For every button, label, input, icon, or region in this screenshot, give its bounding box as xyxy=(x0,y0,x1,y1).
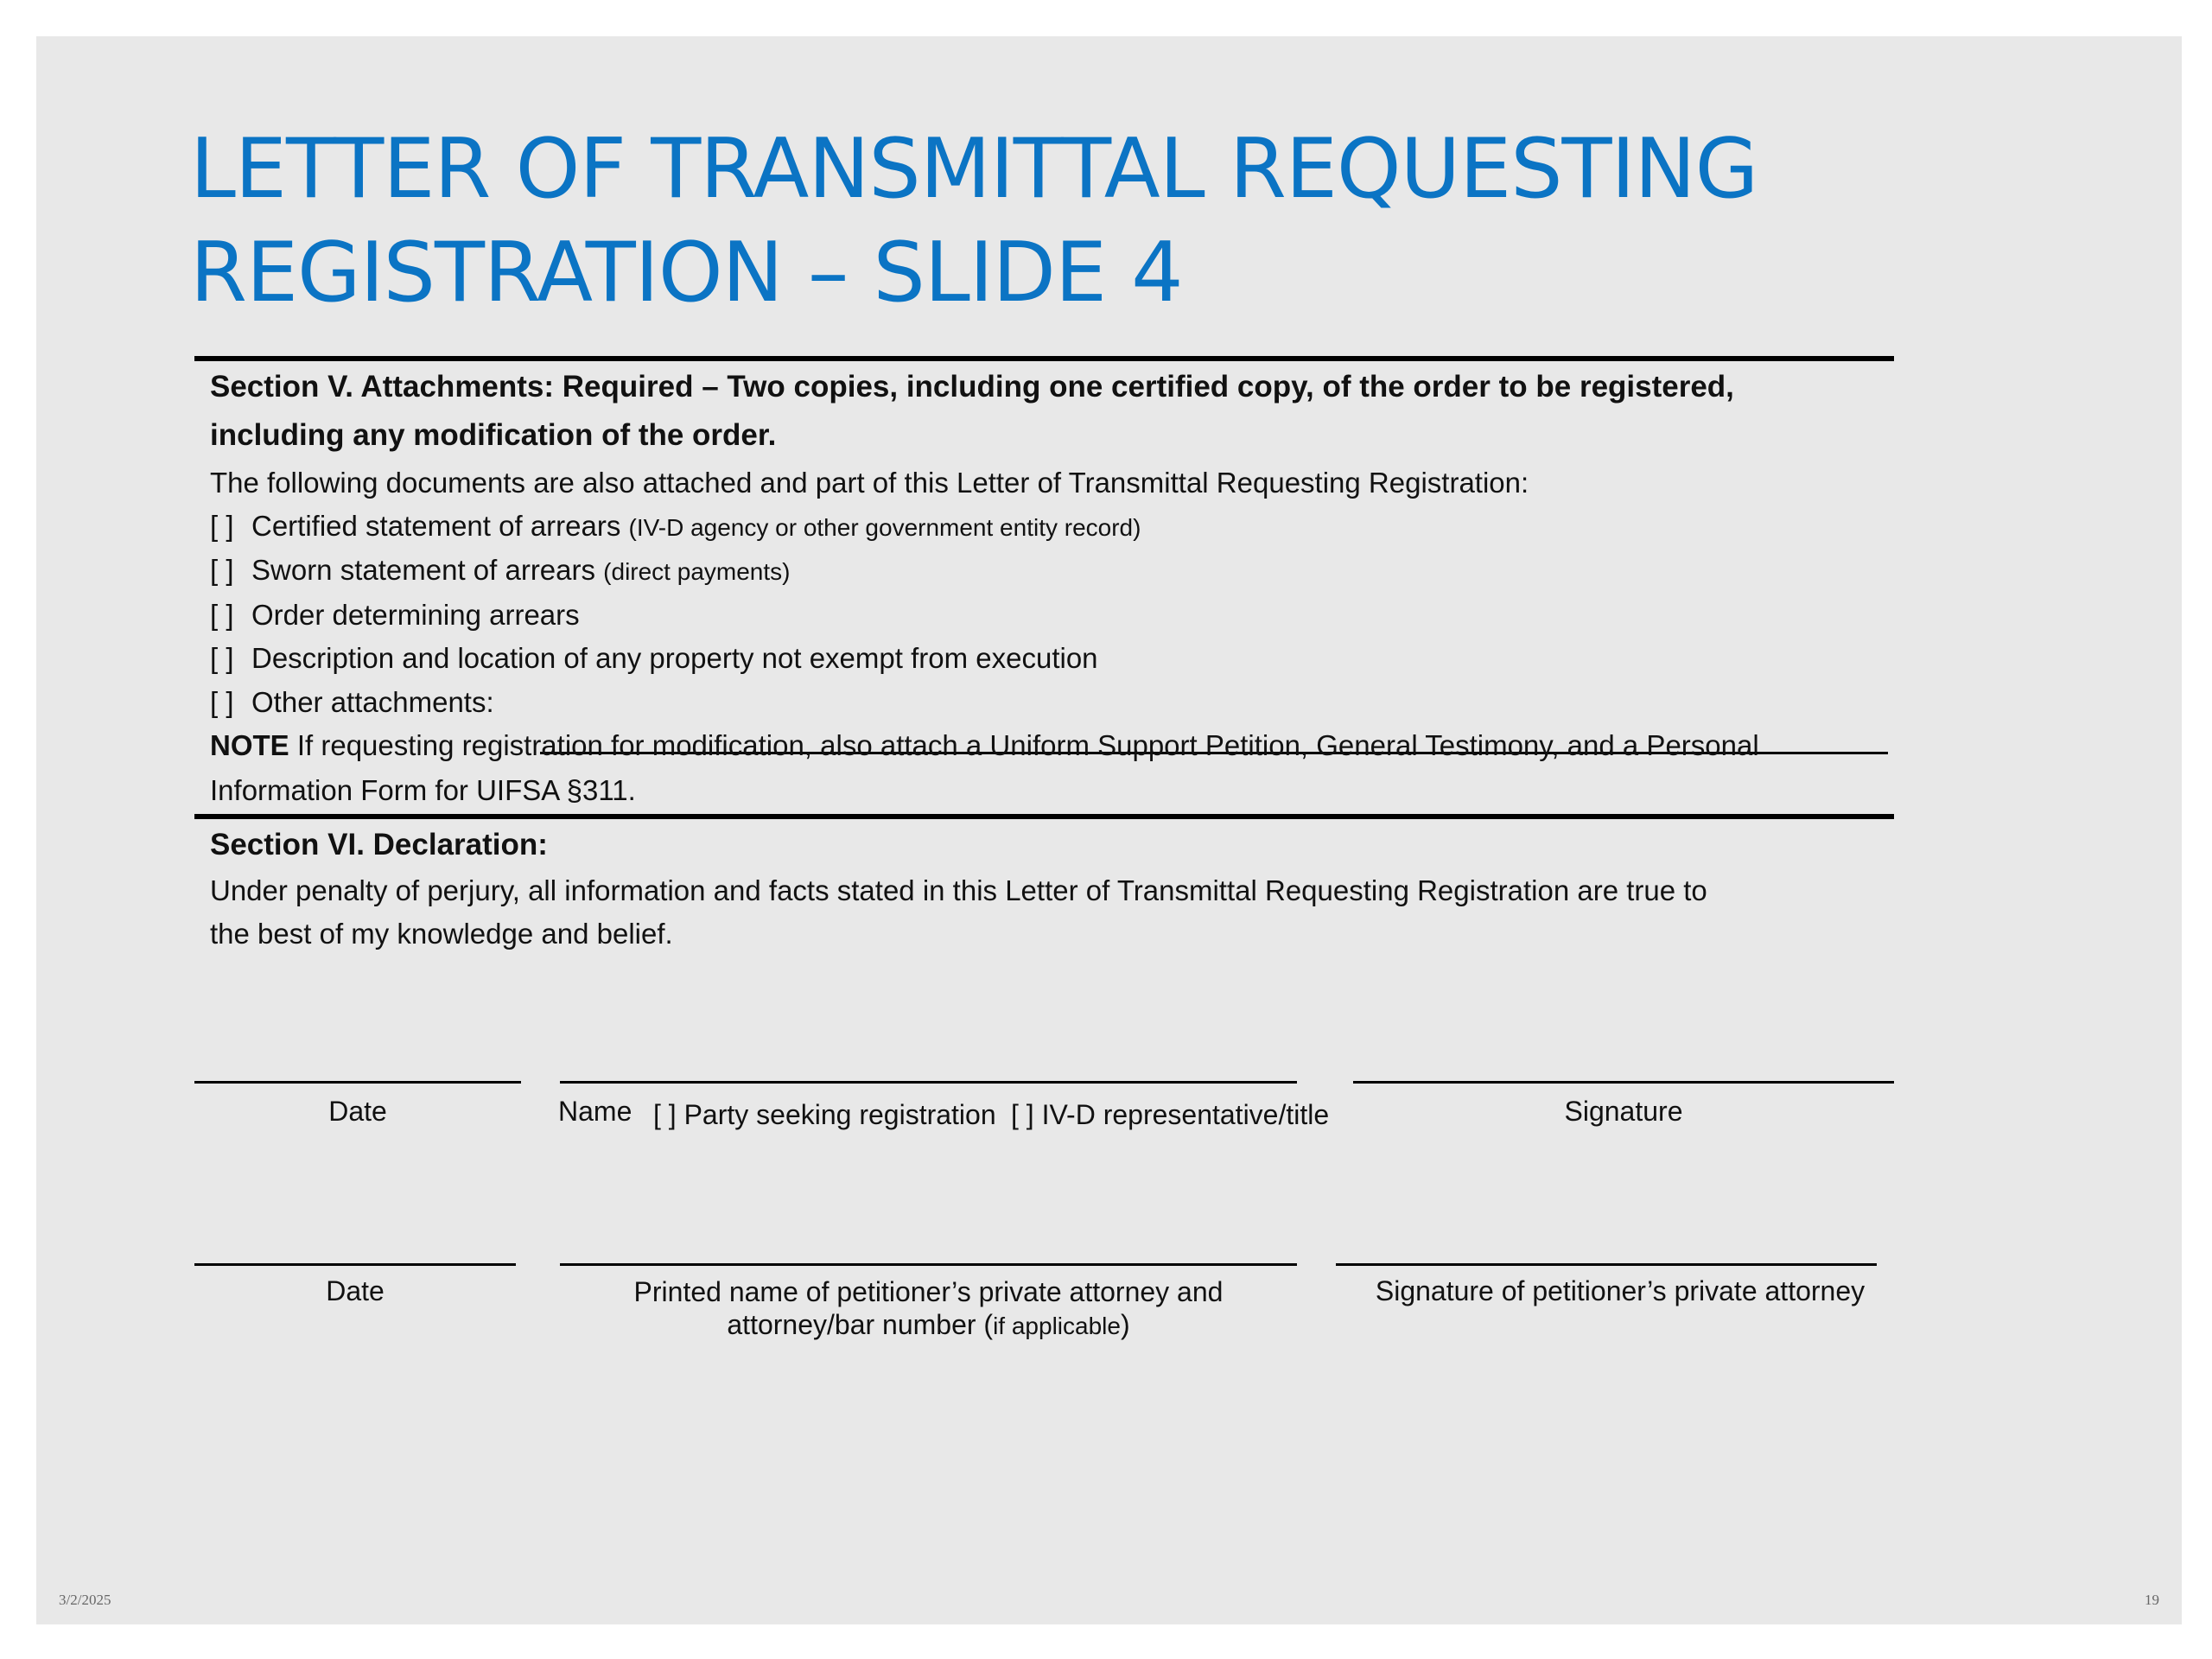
declaration-line-2: the best of my knowledge and belief. xyxy=(210,918,673,950)
attachment-label: Sworn statement of arrears xyxy=(251,554,595,586)
checkbox[interactable]: [ ] xyxy=(210,599,234,631)
note-line-1 xyxy=(210,729,1759,762)
date-line[interactable] xyxy=(194,1081,521,1084)
party-seeking-option[interactable]: [ ] Party seeking registration xyxy=(653,1099,996,1130)
date-label: Date xyxy=(328,1096,387,1127)
attachment-label: Description and location of any property not exempt from execution xyxy=(251,642,1098,674)
slide-date: 3/2/2025 xyxy=(59,1592,111,1608)
note-line-2: Information Form for UIFSA §311. xyxy=(210,774,636,806)
title-line-2: REGISTRATION – SLIDE 4 xyxy=(190,226,1183,321)
section5-heading-line2: including any modification of the order. xyxy=(210,418,777,452)
attachment-item-other[interactable] xyxy=(210,686,494,719)
slide-title xyxy=(190,118,1758,325)
section5-heading-line1: Section V. Attachments: Required – Two copies, including one certified copy, of the order to be registered, xyxy=(210,370,1734,404)
title-line-1: LETTER OF TRANSMITTAL REQUESTING xyxy=(190,122,1758,217)
iv-d-representative-option[interactable]: [ ] IV-D representative/title xyxy=(1011,1099,1330,1130)
signature-line[interactable] xyxy=(1353,1081,1894,1084)
checkbox[interactable]: [ ] xyxy=(210,686,234,718)
attorney-date-line[interactable] xyxy=(194,1263,516,1266)
attorney-signature-label: Signature of petitioner’s private attorney xyxy=(1375,1275,1866,1306)
slide xyxy=(36,36,2182,1624)
name-line[interactable] xyxy=(560,1081,1297,1084)
attachment-item-certified[interactable] xyxy=(210,510,1141,543)
attachment-note: (IV-D agency or other government entity record) xyxy=(628,514,1141,541)
checkbox[interactable]: [ ] xyxy=(210,554,234,586)
attachment-item-order[interactable] xyxy=(210,599,580,632)
note-label: NOTE xyxy=(210,729,289,761)
attachment-note: (direct payments) xyxy=(603,558,791,585)
attachment-label: Other attachments: xyxy=(251,686,494,718)
section6-heading: Section VI. Declaration: xyxy=(210,828,548,861)
note-text: If requesting registration for modification, also attach a Uniform Support Petition, General Testimony, and a Personal xyxy=(289,729,1759,761)
checkbox[interactable]: [ ] xyxy=(210,642,234,674)
attorney-date-label: Date xyxy=(326,1275,385,1306)
attorney-name-line[interactable] xyxy=(560,1263,1297,1266)
printed-name-line-2: attorney/bar number (if applicable) xyxy=(727,1309,1130,1340)
printed-name-line-1: Printed name of petitioner’s private attorney and xyxy=(633,1276,1224,1307)
name-label: Name xyxy=(558,1096,632,1127)
attorney-signature-line[interactable] xyxy=(1336,1263,1877,1266)
signature-label: Signature xyxy=(1564,1096,1683,1127)
attachment-item-sworn[interactable] xyxy=(210,554,790,587)
attachment-item-property[interactable] xyxy=(210,642,1098,675)
attorney-printed-name-label xyxy=(560,1275,1297,1343)
section-divider xyxy=(194,814,1894,819)
section5-intro: The following documents are also attached and part of this Letter of Transmittal Requesting Registration: xyxy=(210,467,1529,499)
checkbox[interactable]: [ ] xyxy=(210,510,234,542)
page-number: 19 xyxy=(2145,1592,2159,1608)
declaration-line-1: Under penalty of perjury, all information and facts stated in this Letter of Transmittal Requesting Registration are true to xyxy=(210,874,1707,906)
section-divider xyxy=(194,356,1894,361)
attachment-label: Order determining arrears xyxy=(251,599,580,631)
attachment-label: Certified statement of arrears xyxy=(251,510,621,542)
